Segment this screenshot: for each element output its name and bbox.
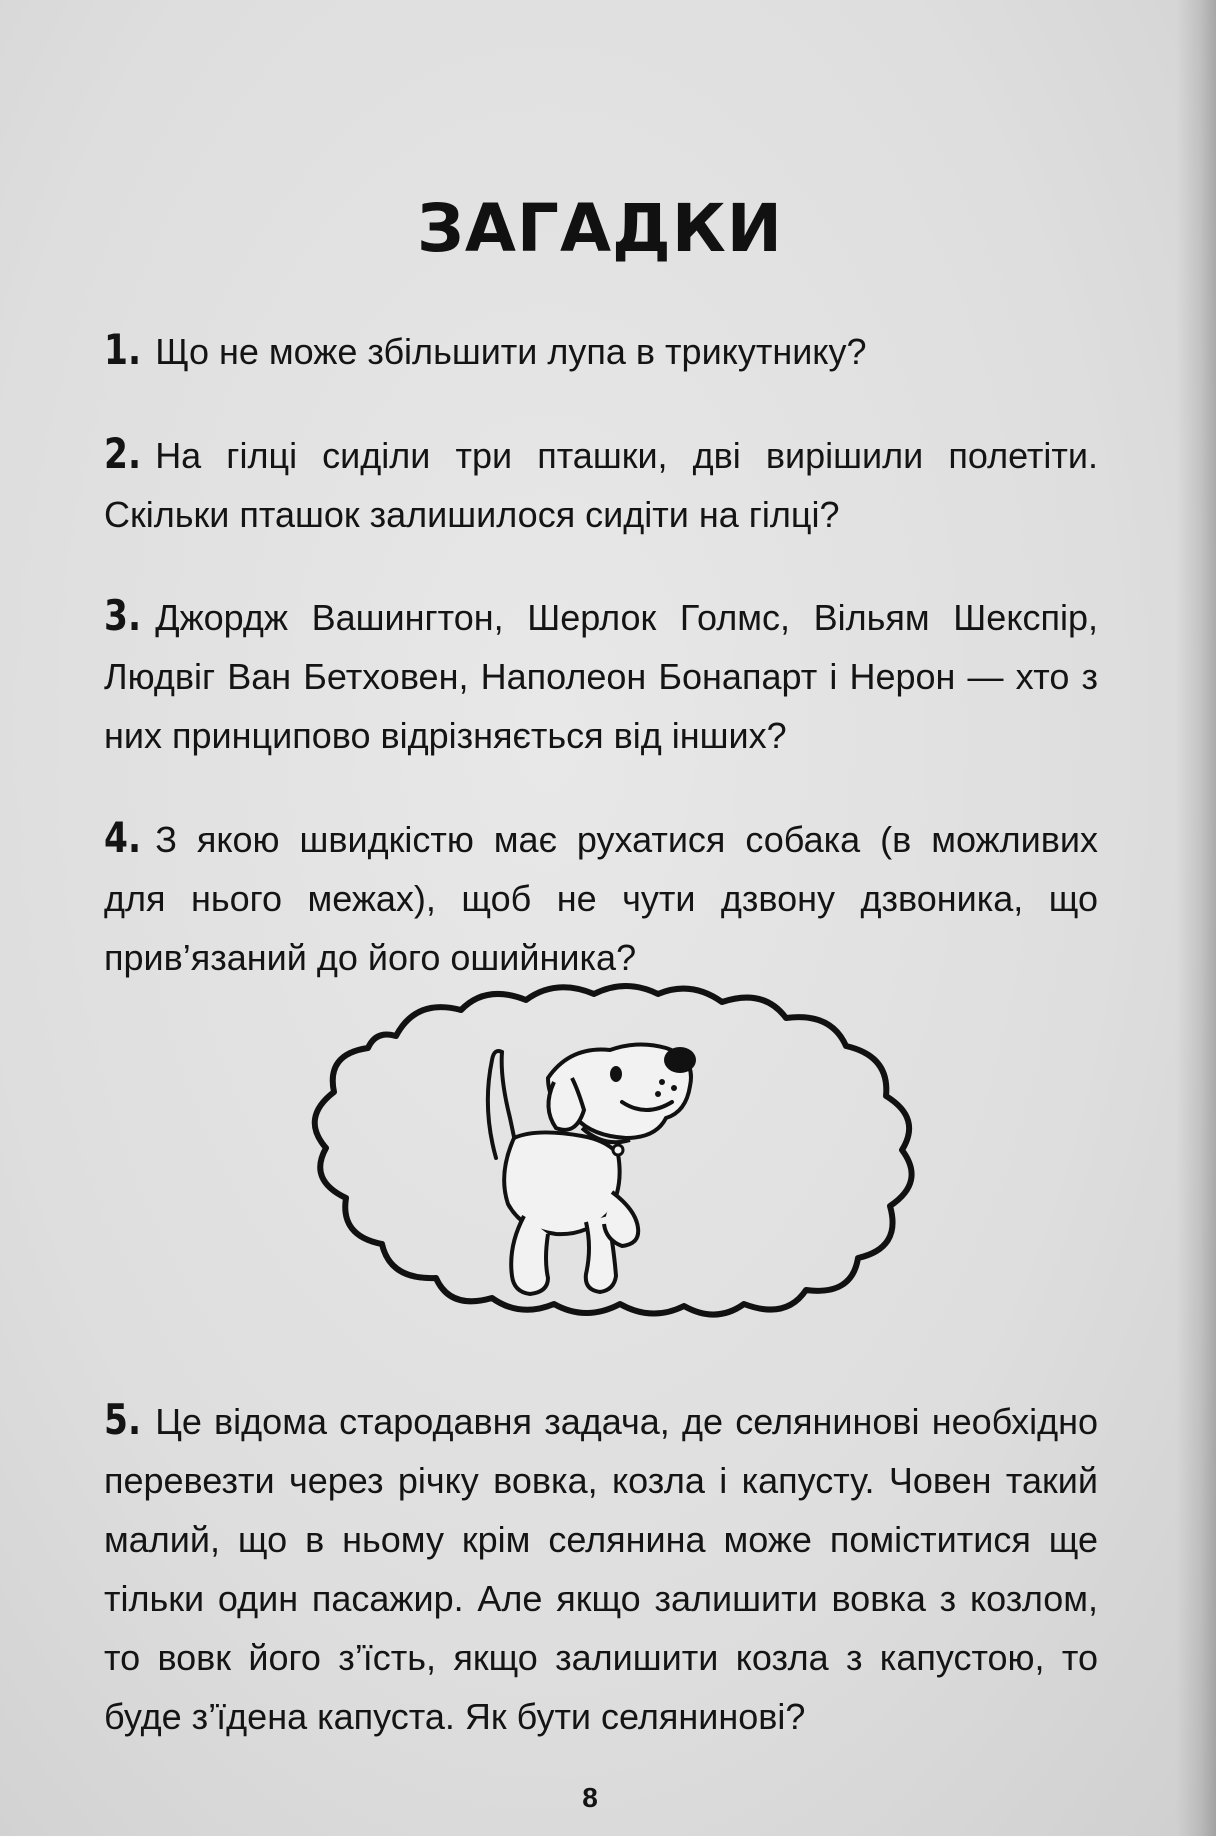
riddle-text: Джордж Вашингтон, Шерлок Голмс, Вільям Шекспір, Людвіг Ван Бетховен, Наполеон Бонапарт і Нерон — хто з них принципово відрізняється від інших? <box>104 597 1098 756</box>
riddle-3 <box>104 586 1098 765</box>
riddle-text: Що не може збільшити лупа в трикутнику? <box>155 331 867 372</box>
riddle-5 <box>104 1390 1098 1746</box>
riddle-4 <box>104 808 1098 987</box>
dog-in-cloud-icon <box>286 978 932 1320</box>
riddle-number: 3. <box>104 591 142 640</box>
page-number: 8 <box>582 1782 598 1813</box>
page-edge-shadow <box>1176 0 1216 1836</box>
riddle-number: 1. <box>104 325 142 374</box>
riddle-number: 5. <box>104 1395 142 1444</box>
riddle-text: Це відома стародавня задача, де селянинові необхідно перевезти через річку вовка, козла і капусту. Човен такий малий, що в ньому крім селянина може поміститися ще тільки один пасажир. Але якщо залишити вовка з козлом, то вовк його з’їсть, якщо залишити козла з капустою, то буде з’їдена капуста. Як бути селянинові? <box>104 1401 1098 1737</box>
riddle-1 <box>104 320 1098 381</box>
riddle-text: На гілці сиділи три пташки, дві вирішили полетіти. Скільки пташок залишилося сидіти на гілці? <box>104 435 1098 535</box>
riddle-2 <box>104 424 1098 544</box>
riddle-text: З якою швидкістю має рухатися собака (в можливих для нього межах), щоб не чути дзвону дзвоника, що прив’язаний до його ошийника? <box>104 819 1098 978</box>
page-title: ЗАГАДКИ <box>416 190 784 267</box>
riddle-number: 4. <box>104 813 142 862</box>
riddle-number: 2. <box>104 429 142 478</box>
